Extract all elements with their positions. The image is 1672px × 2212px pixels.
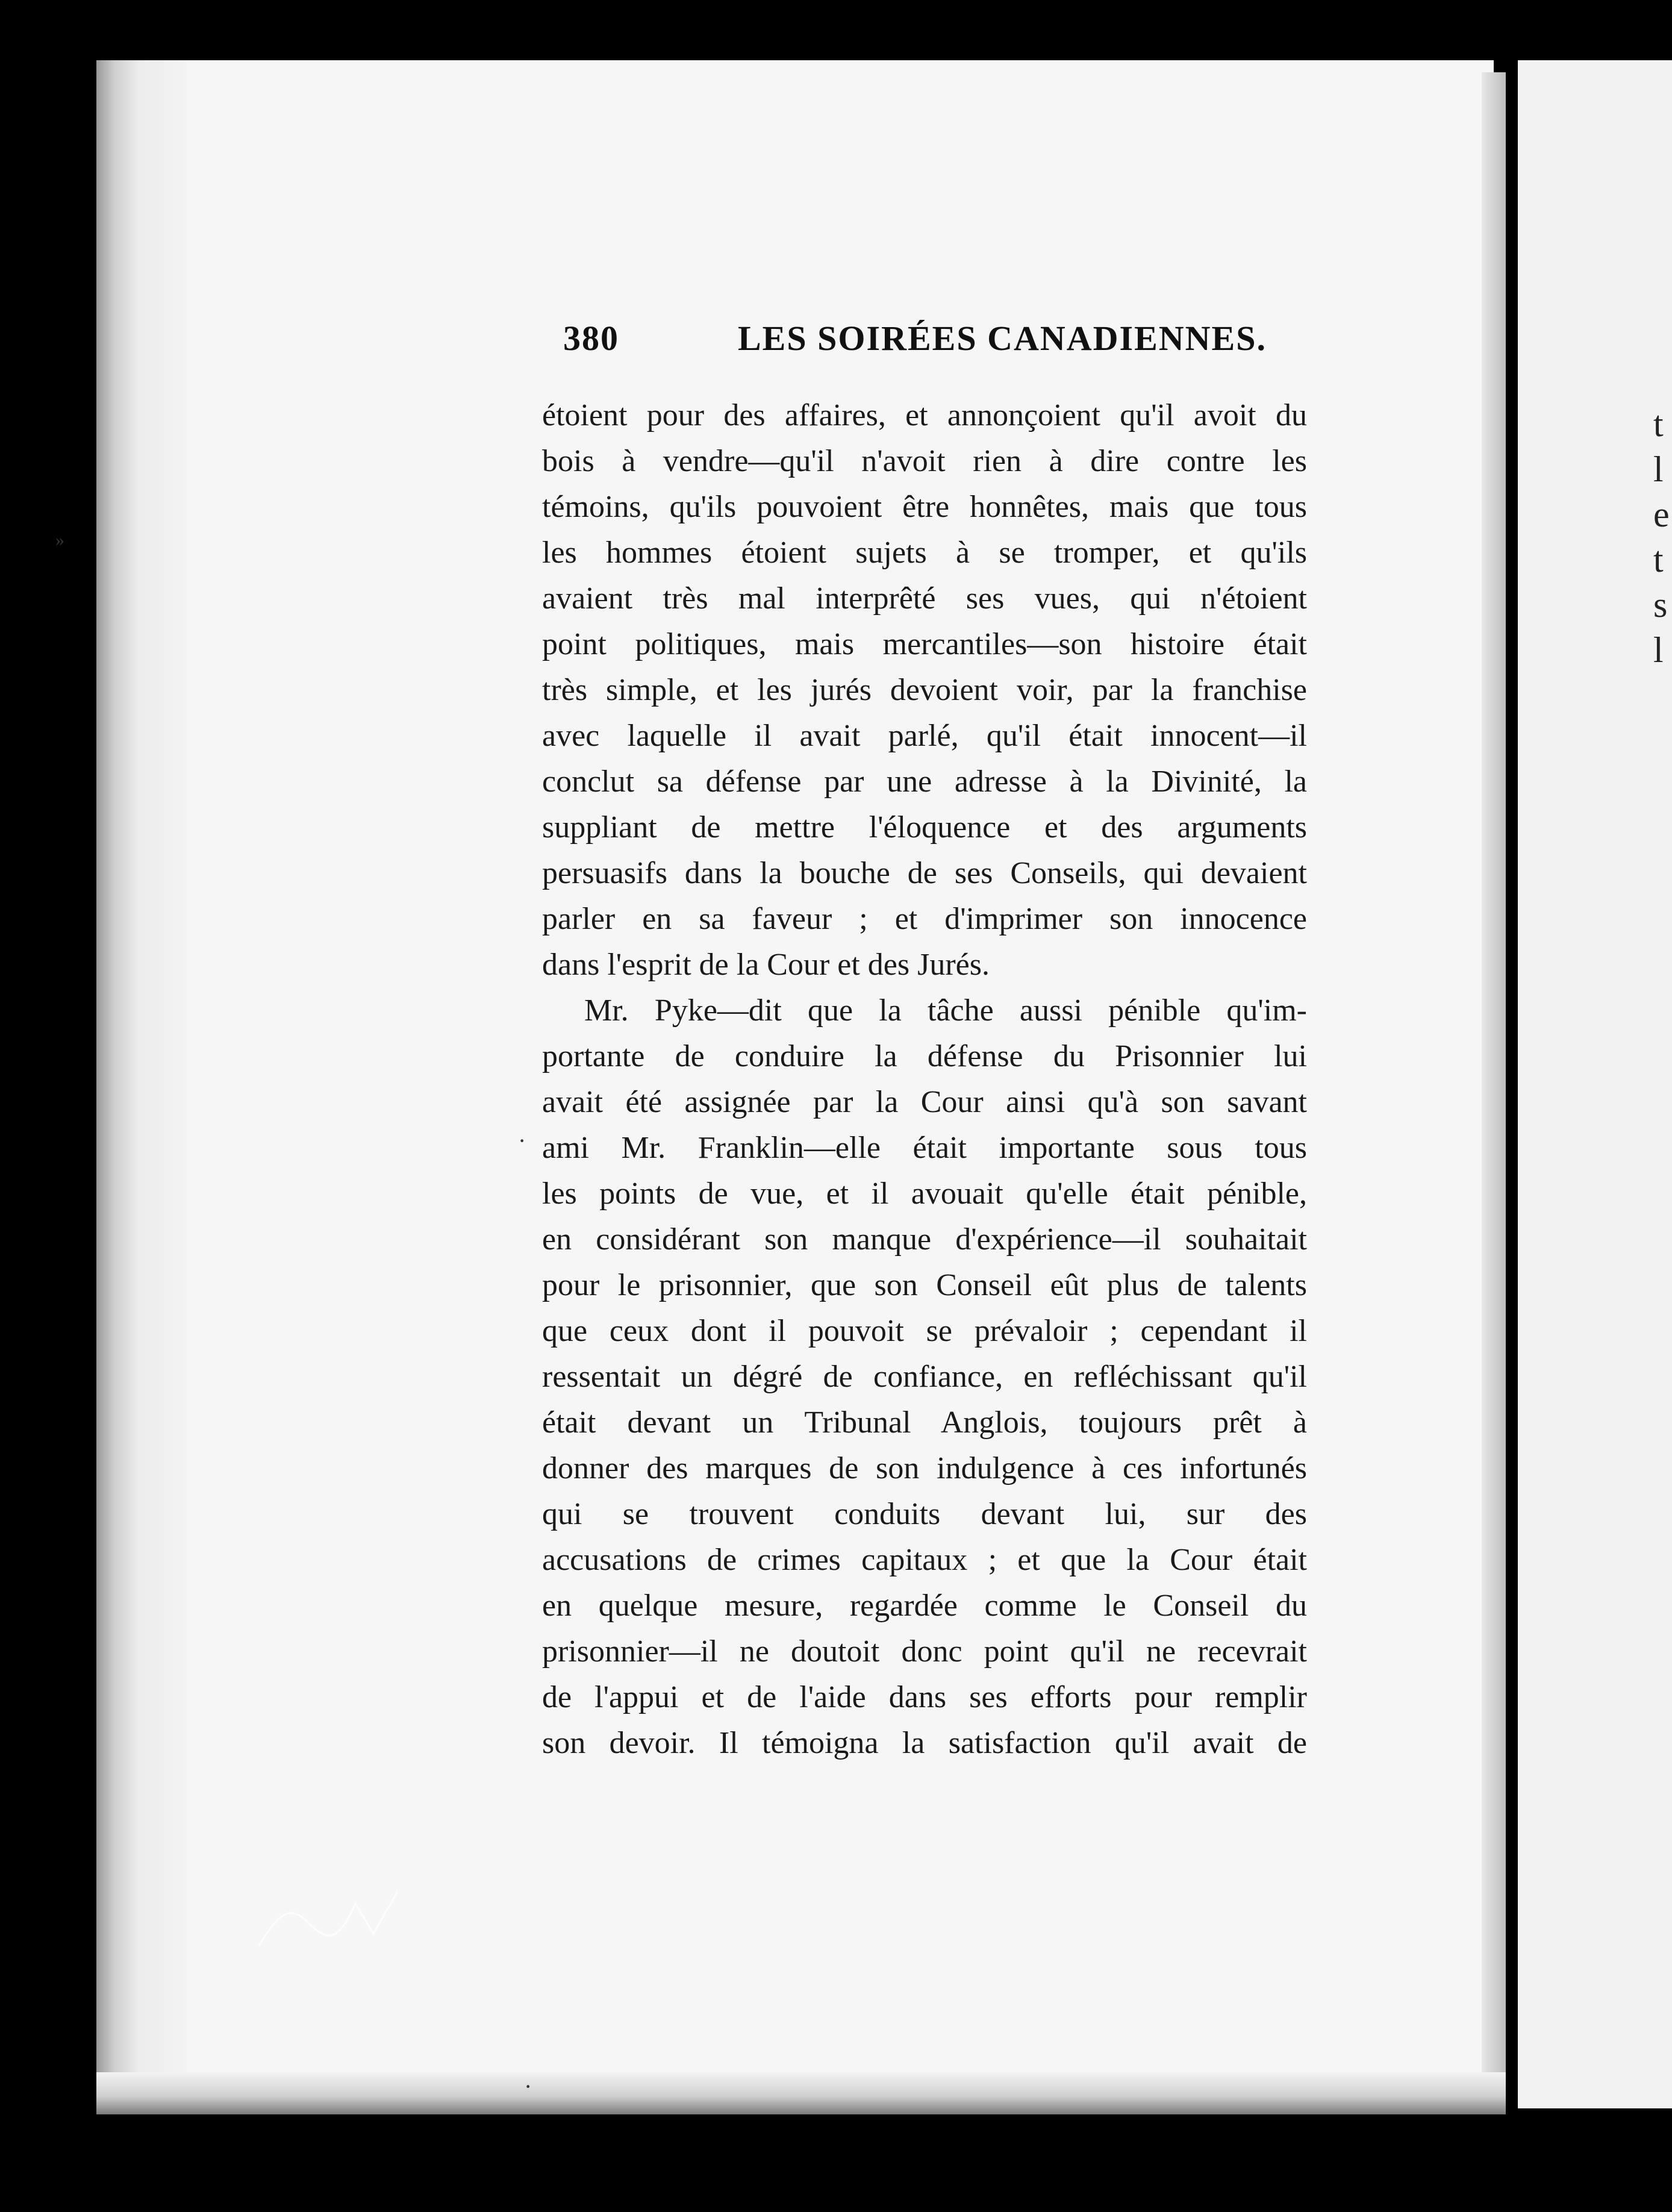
text-line: ressentait un dégré de confiance, en refléchissant qu'il: [542, 1360, 1307, 1394]
body-text: [542, 393, 1307, 1766]
text-line: avait été assignée par la Cour ainsi qu'à son savant: [542, 1085, 1307, 1119]
text-line: bois à vendre—qu'il n'avoit rien à dire contre les: [542, 444, 1307, 478]
text-line: prisonnier—il ne doutoit donc point qu'il ne recevrait: [542, 1634, 1307, 1669]
page-gutter-shadow: [96, 60, 187, 2108]
running-header: [563, 318, 1346, 366]
text-line: accusations de crimes capitaux ; et que la Cour était: [542, 1543, 1307, 1577]
text-line: point politiques, mais mercantiles—son histoire était: [542, 627, 1307, 661]
margin-dot-mark: ·: [524, 2073, 532, 2100]
facing-page-fragment: t: [1653, 404, 1664, 444]
text-line: portante de conduire la défense du Prisonnier lui: [542, 1039, 1307, 1073]
text-line: en considérant son manque d'expérience—il souhaitait: [542, 1222, 1307, 1257]
facing-page-fragment: l: [1653, 449, 1664, 489]
text-line: donner des marques de son indulgence à ces infortunés: [542, 1451, 1307, 1486]
text-line: étoient pour des affaires, et annonçoient qu'il avoit du: [542, 398, 1307, 433]
facing-page-fragment: s: [1653, 585, 1668, 625]
page-number: 380: [563, 319, 619, 358]
text-line: conclut sa défense par une adresse à la Divinité, la: [542, 764, 1307, 799]
text-line: son devoir. Il témoigna la satisfaction qu'il avait de: [542, 1726, 1307, 1760]
text-line: Mr. Pyke—dit que la tâche aussi pénible qu'im-: [584, 993, 1307, 1028]
text-line: dans l'esprit de la Cour et des Jurés.: [542, 948, 990, 982]
page-bottom-edge: [96, 2072, 1506, 2114]
facing-page-fragment: t: [1653, 540, 1664, 580]
margin-smudge-mark: »: [55, 530, 64, 550]
text-line: avaient très mal interprêté ses vues, qui n'étoient: [542, 581, 1307, 616]
running-title: LES SOIRÉES CANADIENNES.: [738, 319, 1267, 358]
page-right-shadow: [1482, 72, 1506, 2114]
text-line: pour le prisonnier, que son Conseil eût plus de talents: [542, 1268, 1307, 1302]
text-line: suppliant de mettre l'éloquence et des arguments: [542, 810, 1307, 845]
paragraph: [542, 988, 1307, 1766]
text-line: qui se trouvent conduits devant lui, sur des: [542, 1497, 1307, 1531]
text-line: parler en sa faveur ; et d'imprimer son innocence: [542, 902, 1307, 936]
text-line: en quelque mesure, regardée comme le Conseil du: [542, 1589, 1307, 1623]
text-line: les hommes étoient sujets à se tromper, et qu'ils: [542, 536, 1307, 570]
text-line: de l'appui et de l'aide dans ses efforts pour remplir: [542, 1680, 1307, 1714]
text-line: témoins, qu'ils pouvoient être honnêtes, mais que tous: [542, 490, 1307, 524]
text-line: ami Mr. Franklin—elle était importante sous tous: [542, 1131, 1307, 1165]
text-line: très simple, et les jurés devoient voir, par la franchise: [542, 673, 1307, 707]
facing-page-fragment: e: [1653, 495, 1670, 534]
text-line: avec laquelle il avait parlé, qu'il était innocent—il: [542, 719, 1307, 753]
paragraph: [542, 393, 1307, 988]
text-line: était devant un Tribunal Anglois, toujours prêt à: [542, 1405, 1307, 1440]
pencil-scribble-icon: [253, 1879, 410, 1958]
text-line: les points de vue, et il avouait qu'elle était pénible,: [542, 1176, 1307, 1211]
text-line: que ceux dont il pouvoit se prévaloir ; cependant il: [542, 1314, 1307, 1348]
facing-page-fragment: l: [1653, 630, 1664, 670]
margin-dot-mark: ·: [518, 1127, 526, 1154]
text-line: persuasifs dans la bouche de ses Conseils, qui devaient: [542, 856, 1307, 890]
facing-page-edge: [1518, 60, 1672, 2108]
